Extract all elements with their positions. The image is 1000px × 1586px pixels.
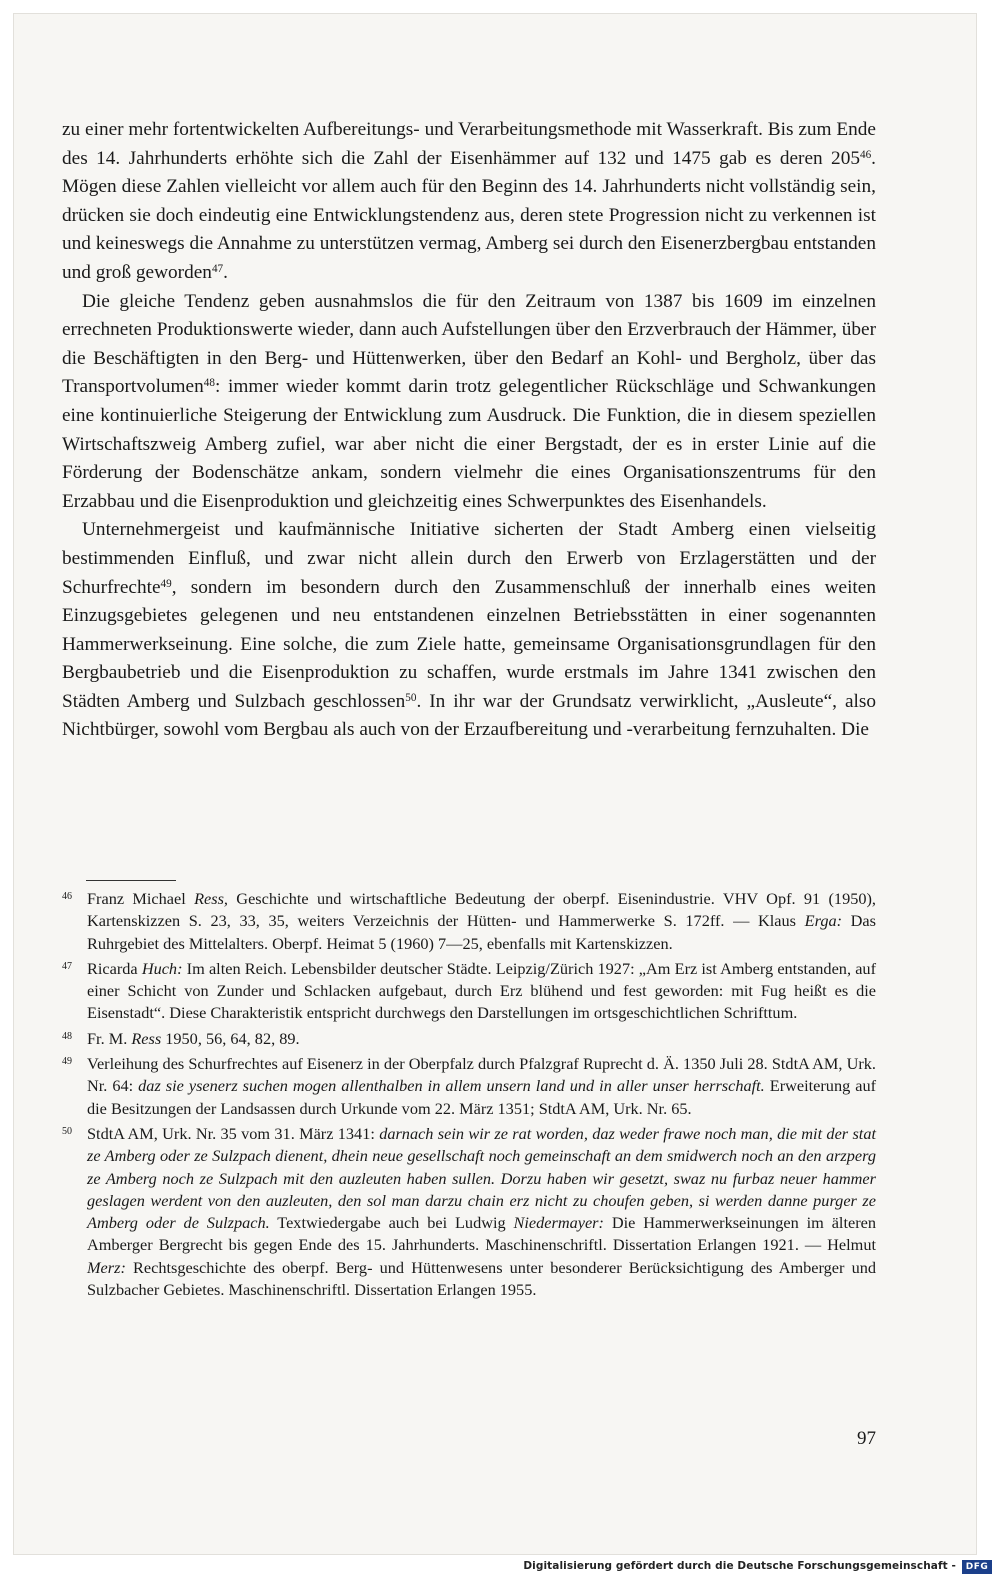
footnote-ref-46[interactable]: 46 bbox=[859, 148, 872, 161]
paragraph-1: zu einer mehr fortentwickelten Aufbereitungs- und Verarbeitungsmethode mit Wasserkraft. Bis zum Ende des 14. Jahrhunderts erhöhte sich die Zahl der Eisenhämmer auf 132 und 1475 gab es deren $205^{46}$. Mögen diese Zahlen vielleicht vor allem auch für den Beginn des 14. Jahrhunderts nicht vollständig sein, drücken sie doch eindeutig eine Entwicklungstendenz aus, deren stete Progression nicht zu verkennen ist und keineswegs die Annahme zu unterstützen vermag, Amberg sei durch den Eisenerzbergbau entstanden und groß geworden$^{47}$. bbox=[62, 119, 876, 283]
footnote-number: 50 bbox=[62, 1125, 72, 1137]
footnote-separator bbox=[86, 880, 176, 881]
footnotes bbox=[62, 888, 876, 1304]
footnote-number: 46 bbox=[62, 891, 72, 902]
body-text bbox=[62, 116, 876, 745]
paragraph-3: Unternehmergeist und kaufmännische Initiative sicherten der Stadt Amberg einen vielseitig bestimmenden Einfluß, und zwar nicht allein durch den Erwerb von Erzlagerstätten und der Schurfrechte$^{49}$, sondern im besondern durch den Zusammenschluß der innerhalb eines weiten Einzugsgebietes gelegenen und neu entstandenen einzelnen Betriebsstätten in einer sogenannten Hammerwerkseinung. Eine solche, die zum Ziele hatte, gemeinsame Organisationsgrundlagen für den Bergbaubetrieb und die Eisenproduktion zu schaffen, wurde erstmals im Jahre 1341 zwischen den Städten Amberg und Sulzbach geschlossen$^{50}$. In ihr war der Grundsatz verwirklicht, „Ausleute“, also Nichtbürger, sowohl vom Bergbau als auch von der Erzaufbereitung und -verarbeitung fernzuhalten. Die bbox=[62, 519, 877, 741]
footnote-ref-47[interactable]: 47 bbox=[211, 262, 224, 275]
footnote-ref-49[interactable]: 49 bbox=[160, 577, 172, 590]
footnote-46: 46 Franz Michael Ress, Geschichte und wirtschaftliche Bedeutung der oberpf. Eisenindustrie. VHV Opf. 91 (1950), Kartenskizzen S. 23, 33, 35, weiters Verzeichnis der Hütten- und Hammerwerke S. 172ff. — Klaus Erga: Das Ruhrgebiet des Mittelalters. Oberpf. Heimat 5 (1960) 7—25, ebenfalls mit Kartenskizzen. bbox=[62, 889, 876, 953]
footnote-47: 47 Ricarda Huch: Im alten Reich. Lebensbilder deutscher Städte. Leipzig/Zürich 1927: „Am Erz ist Amberg entstanden, auf einer Schicht von Zunder und Schlacken aufgebaut, durch Erz blühend und fest geworden: mit Fug heißt es die Eisenstadt“. Diese Charakteristik entspricht durchwegs den Darstellungen im ortsgeschichtlichen Schrifttum. bbox=[62, 958, 876, 1023]
digitization-credit: Digitalisierung gefördert durch die Deutsche Forschungsgemeinschaft - bbox=[523, 1560, 956, 1572]
footnote-48: 48 Fr. M. Ress 1950, 56, 64, 82, 89. bbox=[62, 1028, 300, 1048]
footnote-number: 47 bbox=[62, 960, 72, 972]
footnote-number: 49 bbox=[62, 1056, 72, 1068]
footnote-number: 48 bbox=[62, 1030, 72, 1042]
footnote-50: 50 StdtA AM, Urk. Nr. 35 vom 31. März 1341: darnach sein wir ze rat worden, daz weder frawe noch man, die mit der stat ze Amberg oder ze Sulzpach dienent, dhein neue gesellschaft noch gemeinschaft an dem smidwerch noch an den arzperg ze Amberg noch ze Sulzpach mit den auzleuten haben sullen. Dorzu haben wir gesetzt, swaz nu furbaz neuer hammer geslagen werdent von den auzleuten, den sol man darzu chain erz nicht zu choufen geben, si werden danne purger ze Amberg oder de Sulzpach. Textwiedergabe auch bei Ludwig Niedermayer: Die Hammerwerkseinungen im älteren Amberger Bergrecht bis gegen Ende des 15. Jahrhunderts. Maschinenschriftl. Dissertation Erlangen 1921. — Helmut Merz: Rechtsgeschichte des oberpf. Berg- und Hüttenwesens unter besonderer Berücksichtigung des Amberger und Sulzbacher Gebietes. Maschinenschriftl. Dissertation Erlangen 1955. bbox=[62, 1123, 876, 1300]
footnote-ref-50[interactable]: 50 bbox=[405, 691, 417, 704]
paragraph-2: Die gleiche Tendenz geben ausnahmslos die für den Zeitraum von 1387 bis 1609 im einzelnen errechneten Produktionswerte wieder, dann auch Aufstellungen über den Erzverbrauch der Hämmer, über die Beschäftigten in den Berg- und Hüttenwerken, über den Bedarf an Kohl- und Bergholz, über das Transportvolumen$^{48}$: immer wieder kommt darin trotz gelegentlicher Rückschläge und Schwankungen eine kontinuierliche Steigerung der Entwicklung zum Ausdruck. Die Funktion, die in diesem speziellen Wirtschaftszweig Amberg zufiel, war aber nicht die einer Bergstadt, der es in erster Linie auf die Förderung der Bodenschätze ankam, sondern vielmehr die eines Organisationszentrums für den Erzabbau und die Eisenproduktion und gleichzeitig eines Schwerpunktes des Eisenhandels. bbox=[62, 290, 876, 512]
footnote-ref-48[interactable]: 48 bbox=[203, 377, 215, 390]
page-number: 97 bbox=[857, 1428, 876, 1449]
dfg-logo[interactable]: DFG bbox=[962, 1560, 992, 1574]
footnote-49: 49 Verleihung des Schurfrechtes auf Eisenerz in der Oberpfalz durch Pfalzgraf Ruprecht d. Ä. 1350 Juli 28. StdtA AM, Urk. Nr. 64: daz sie ysenerz suchen mogen allenthalben in allem unsern land und in aller unser herrschaft. Erweiterung auf die Besitzungen der Landsassen durch Urkunde vom 22. März 1351; StdtA AM, Urk. Nr. 65. bbox=[62, 1054, 877, 1118]
